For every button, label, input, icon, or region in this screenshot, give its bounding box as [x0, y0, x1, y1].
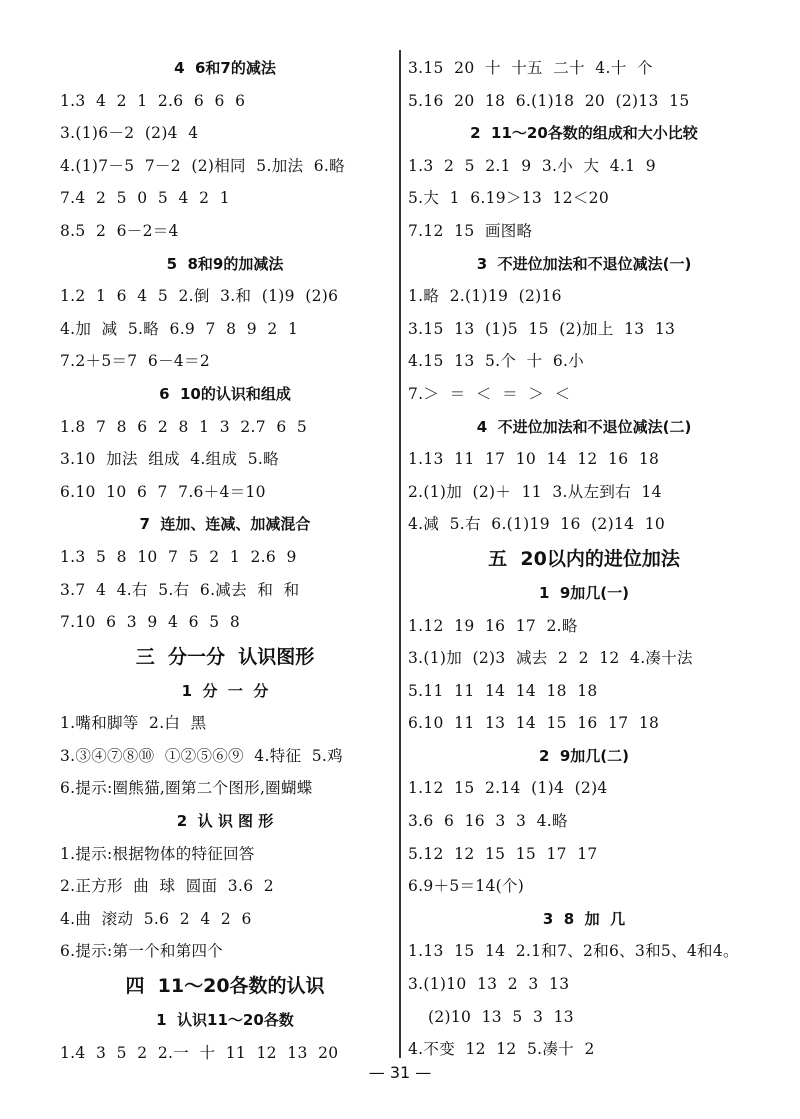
answer-line: (2)10 13 5 3 13: [428, 1007, 574, 1026]
answer-line: 3.③④⑦⑧⑩ ①②⑤⑥⑨ 4.特征 5.鸡: [60, 746, 343, 765]
answer-line: 3.10 加法 组成 4.组成 5.略: [60, 450, 279, 469]
answer-line: 4.15 13 5.个 十 6.小: [408, 352, 585, 371]
answer-line: 7.10 6 3 9 4 6 5 8: [60, 613, 241, 632]
answer-line: 1.提示:根据物体的特征回答: [60, 844, 255, 863]
section-heading: 1 分 一 分: [181, 681, 269, 700]
answer-line: 7.＞ ＝ ＜ ＝ ＞ ＜: [408, 384, 571, 403]
answer-line: 1.12 15 2.14 (1)4 (2)4: [408, 779, 608, 798]
answer-line: 1.2 1 6 4 5 2.倒 3.和 (1)9 (2)6: [60, 287, 339, 306]
section-heading: 1 认识11～20各数: [156, 1011, 294, 1030]
answer-line: 1.略 2.(1)19 (2)16: [408, 287, 562, 306]
left-column: [60, 52, 390, 1069]
unit-heading: 四 11～20各数的认识: [125, 975, 325, 998]
right-column: [408, 52, 760, 1066]
section-heading: 3 8 加 几: [542, 909, 626, 928]
answer-line: 1.13 15 14 2.1和7、2和6、3和5、4和4。: [408, 942, 739, 961]
answer-line: 7.4 2 5 0 5 4 2 1: [60, 189, 230, 208]
section-heading: 6 10的认识和组成: [159, 384, 291, 403]
section-heading: 1 9加几(一): [538, 583, 630, 602]
answer-line: 1.嘴和脚等 2.白 黑: [60, 714, 207, 733]
answer-line: 8.5 2 6－2＝4: [60, 221, 179, 240]
answer-line: 1.8 7 8 6 2 8 1 3 2.7 6 5: [60, 417, 308, 436]
answer-line: 3.(1)加 (2)3 减去 2 2 12 4.凑十法: [408, 649, 693, 668]
answer-line: 3.6 6 16 3 3 4.略: [408, 812, 568, 831]
answer-line: 4.加 减 5.略 6.9 7 8 9 2 1: [60, 319, 299, 338]
answer-line: 5.12 12 15 15 17 17: [408, 844, 598, 863]
column-divider: [399, 50, 401, 1058]
answer-line: 4.减 5.右 6.(1)19 16 (2)14 10: [408, 515, 666, 534]
answer-line: 3.15 13 (1)5 15 (2)加上 13 13: [408, 319, 676, 338]
answer-line: 3.15 20 十 十五 二十 4.十 个: [408, 59, 653, 77]
answer-line: 5.11 11 14 14 18 18: [408, 681, 598, 700]
answer-line: 1.13 11 17 10 14 12 16 18: [408, 450, 660, 469]
answer-line: 5.16 20 18 6.(1)18 20 (2)13 15: [408, 91, 690, 110]
answer-line: 4.曲 滚动 5.6 2 4 2 6: [60, 909, 252, 928]
answer-line: 7.12 15 画图略: [408, 221, 533, 240]
answer-line: 6.10 11 13 14 15 16 17 18: [408, 714, 660, 733]
answer-line: 6.10 10 6 7 7.6＋4＝10: [60, 482, 266, 501]
answer-line: 3.7 4 4.右 5.右 6.减去 和 和: [60, 580, 300, 599]
answer-line: 1.3 2 5 2.1 9 3.小 大 4.1 9: [408, 156, 656, 175]
answer-line: 5.大 1 6.19＞13 12＜20: [408, 189, 609, 208]
answer-line: 6.9＋5＝14(个): [408, 877, 525, 896]
section-heading: 2 9加几(二): [538, 746, 630, 765]
answer-line: 1.12 19 16 17 2.略: [408, 616, 578, 635]
section-heading: 5 8和9的加减法: [166, 254, 284, 273]
answer-line: 1.3 5 8 10 7 5 2 1 2.6 9: [60, 547, 297, 566]
answer-line: 4.不变 12 12 5.凑十 2: [408, 1040, 595, 1059]
answer-line: 7.2＋5＝7 6－4＝2: [60, 352, 211, 371]
answer-line: 1.3 4 2 1 2.6 6 6 6: [60, 91, 246, 110]
section-heading: 4 6和7的减法: [174, 59, 276, 77]
answer-line: 6.提示:圈熊猫,圈第二个图形,圈蝴蝶: [60, 779, 313, 798]
answer-line: 1.4 3 5 2 2.一 十 11 12 13 20: [60, 1043, 339, 1062]
answer-line: 3.(1)6－2 (2)4 4: [60, 124, 199, 143]
answer-line: 2.正方形 曲 球 圆面 3.6 2: [60, 877, 274, 896]
page-number: — 31 —: [368, 1063, 432, 1082]
section-heading: 4 不进位加法和不退位减法(二): [476, 417, 692, 436]
answer-line: 6.提示:第一个和第四个: [60, 942, 224, 961]
unit-heading: 五 20以内的进位加法: [488, 547, 680, 570]
section-heading: 2 认 识 图 形: [176, 812, 274, 831]
answer-line: 3.(1)10 13 2 3 13: [408, 975, 570, 994]
section-heading: 3 不进位加法和不退位减法(一): [476, 254, 692, 273]
answer-line: 2.(1)加 (2)＋ 11 3.从左到右 14: [408, 482, 662, 501]
answer-line: 4.(1)7－5 7－2 (2)相同 5.加法 6.略: [60, 156, 345, 175]
section-heading: 7 连加、连减、加减混合: [139, 515, 311, 534]
section-heading: 2 11～20各数的组成和大小比较: [470, 124, 698, 143]
unit-heading: 三 分一分 认识图形: [135, 645, 315, 668]
